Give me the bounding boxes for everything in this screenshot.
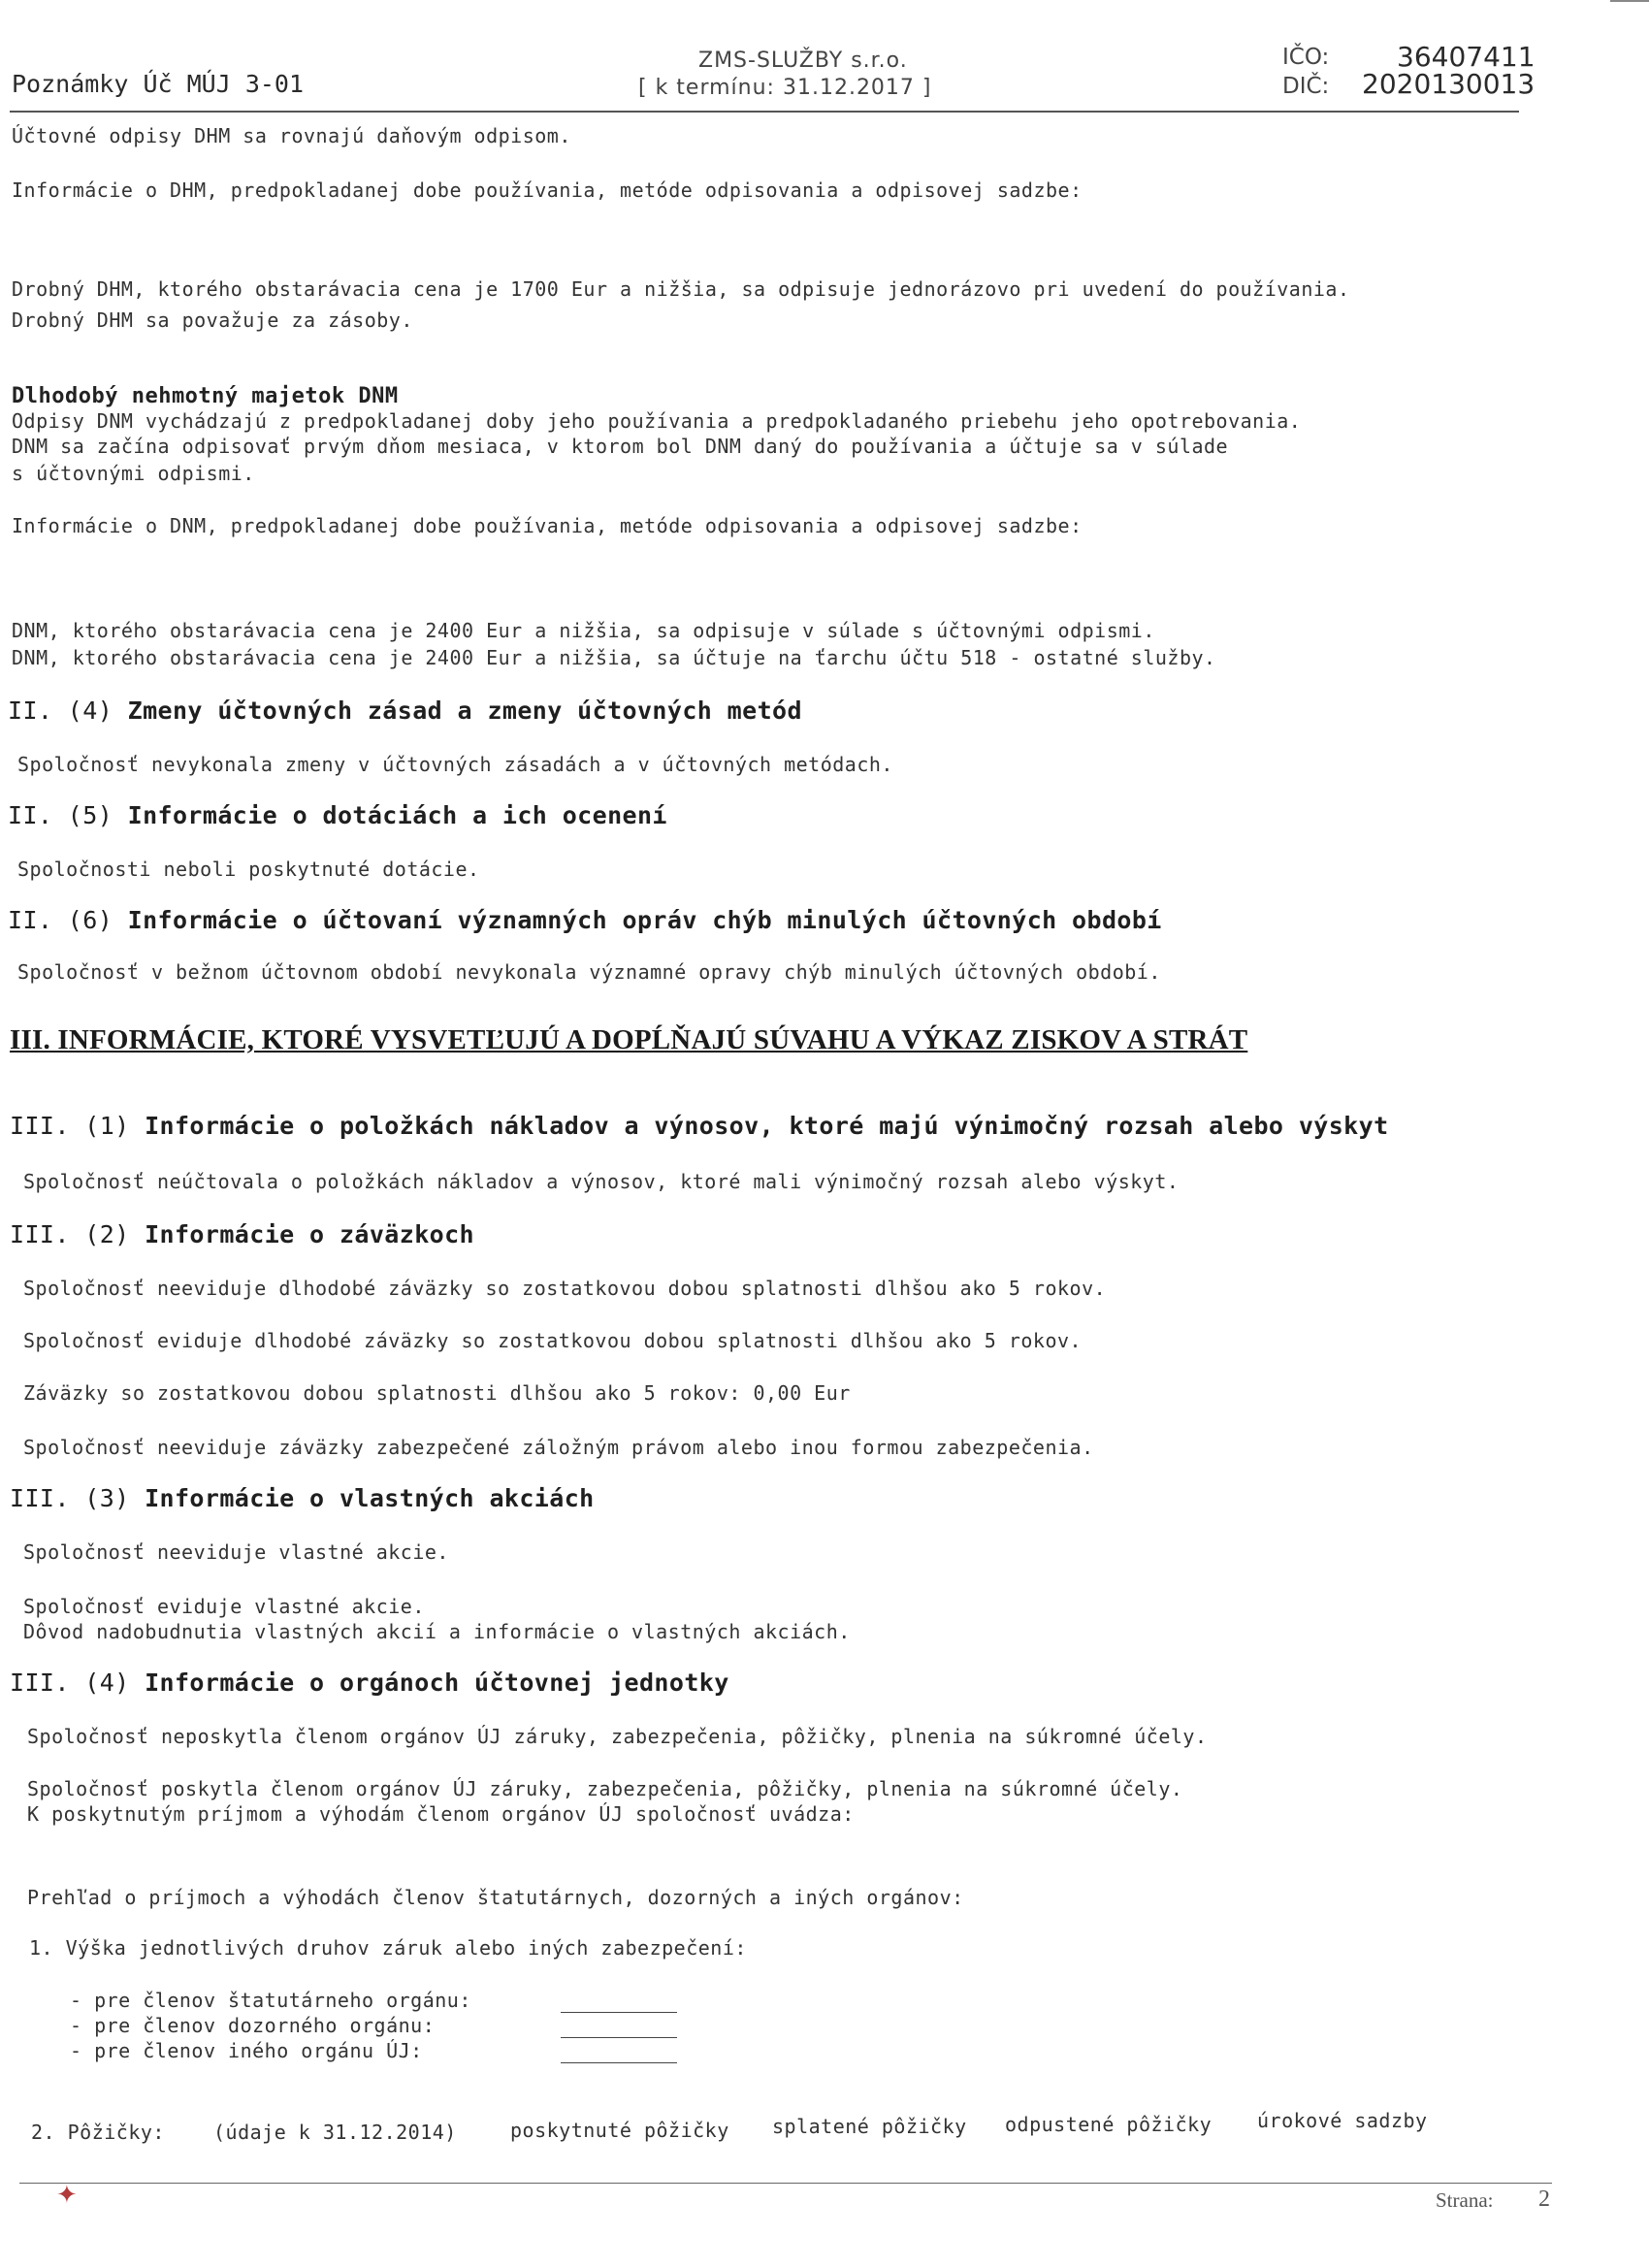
section-heading — [10, 1220, 474, 1248]
header-rule — [10, 111, 1519, 113]
footer-rule — [19, 2183, 1552, 2184]
blank-line — [561, 2012, 677, 2013]
text-line: Drobný DHM, ktorého obstarávacia cena je 1700 Eur a nižšia, sa odpisuje jednorázovo pri uvedení do používania. — [12, 277, 1350, 301]
text-line: Odpisy DNM vychádzajú z predpokladanej doby jeho používania a predpokladaného priebehu jeho opotrebovania. — [12, 409, 1302, 433]
section-heading — [10, 1669, 729, 1697]
section-number: III. (2) — [10, 1220, 130, 1248]
section-heading — [8, 801, 667, 829]
text-line: Spoločnosť neeviduje záväzky zabezpečené záložným právom alebo inou formou zabezpečenia. — [23, 1436, 1094, 1459]
section-number: II. (4) — [8, 697, 113, 725]
part-three-heading: III. INFORMÁCIE, KTORÉ VYSVETĽUJÚ A DOPĹŇAJÚ SÚVAHU A VÝKAZ ZISKOV A STRÁT — [10, 1024, 1248, 1055]
section-title: Informácie o záväzkoch — [145, 1220, 475, 1248]
text-line: K poskytnutým príjmom a výhodám členom orgánov ÚJ spoločnosť uvádza: — [27, 1802, 855, 1826]
list-item: - pre členov iného orgánu ÚJ: — [70, 2039, 423, 2062]
section-title: Zmeny účtovných zásad a zmeny účtovných metód — [127, 697, 802, 725]
column-header: odpustené pôžičky — [1005, 2113, 1212, 2136]
ico-label: IČO: — [1282, 45, 1330, 70]
text-line: Spoločnosť eviduje dlhodobé záväzky so zostatkovou dobou splatnosti dlhšou ako 5 rokov. — [23, 1329, 1083, 1352]
dic-label: DIČ: — [1282, 74, 1330, 99]
text-line: DNM, ktorého obstarávacia cena je 2400 Eur a nižšia, sa účtuje na ťarchu účtu 518 - ostatné služby. — [12, 646, 1216, 669]
text-line: Spoločnosť neeviduje vlastné akcie. — [23, 1540, 449, 1564]
dic-value: 2020130013 — [1362, 68, 1536, 100]
document-title: Poznámky Úč MÚJ 3-01 — [12, 70, 305, 98]
blank-line — [561, 2037, 677, 2038]
section-title: Informácie o účtovaní významných opráv chýb minulých účtovných období — [127, 906, 1162, 934]
text-line: Spoločnosť v bežnom účtovnom období nevykonala významné opravy chýb minulých účtovných období. — [17, 960, 1161, 984]
text-line: Spoločnosti neboli poskytnuté dotácie. — [17, 858, 480, 881]
text-line: Záväzky so zostatkovou dobou splatnosti dlhšou ako 5 rokov: 0,00 Eur — [23, 1381, 851, 1405]
column-header: úrokové sadzby — [1257, 2109, 1428, 2132]
section-number: III. (4) — [10, 1669, 130, 1697]
ico-value: 36407411 — [1397, 41, 1536, 73]
text-line: Prehľad o príjmoch a výhodách členov štatutárnych, dozorných a iných orgánov: — [27, 1886, 964, 1909]
list-item: - pre členov štatutárneho orgánu: — [70, 1989, 471, 2012]
text-line: Spoločnosť neúčtovala o položkách nákladov a výnosov, ktoré mali výnimočný rozsah alebo výskyt. — [23, 1170, 1180, 1193]
section-number: II. (6) — [8, 906, 113, 934]
text-line: Spoločnosť nevykonala zmeny v účtovných zásadách a v účtovných metódach. — [17, 753, 893, 776]
section-title: Informácie o položkách nákladov a výnosov, ktoré majú výnimočný rozsah alebo výskyt — [145, 1112, 1389, 1140]
text-line: Spoločnosť neeviduje dlhodobé záväzky so zostatkovou dobou splatnosti dlhšou ako 5 rokov. — [23, 1277, 1107, 1300]
section-heading — [10, 1484, 595, 1512]
list-item: 1. Výška jednotlivých druhov záruk alebo iných zabezpečení: — [29, 1936, 747, 1960]
corner-mark-icon: ✦ — [56, 2181, 78, 2210]
text-line: s účtovnými odpismi. — [12, 462, 255, 485]
section-number: III. (1) — [10, 1112, 130, 1140]
date-line: [ k termínu: 31.12.2017 ] — [638, 76, 932, 100]
edge-mark — [1610, 0, 1649, 2]
text-line: Drobný DHM sa považuje za zásoby. — [12, 308, 413, 332]
text-line: Spoločnosť poskytla členom orgánov ÚJ záruky, zabezpečenia, pôžičky, plnenia na súkromné účely. — [27, 1777, 1183, 1800]
text-line: Informácie o DHM, predpokladanej dobe používania, metóde odpisovania a odpisovej sadzbe: — [12, 178, 1083, 202]
blank-line — [561, 2062, 677, 2063]
text-line: Informácie o DNM, predpokladanej dobe používania, metóde odpisovania a odpisovej sadzbe: — [12, 514, 1083, 537]
text-line: DNM sa začína odpisovať prvým dňom mesiaca, v ktorom bol DNM daný do používania a účtuje sa v súlade — [12, 435, 1229, 458]
column-header: splatené pôžičky — [772, 2115, 967, 2138]
loans-date: (údaje k 31.12.2014) — [213, 2121, 457, 2144]
text-line: Spoločnosť eviduje vlastné akcie. — [23, 1595, 425, 1618]
section-number: III. (3) — [10, 1484, 130, 1512]
text-line: Spoločnosť neposkytla členom orgánov ÚJ záruky, zabezpečenia, pôžičky, plnenia na súkromné účely. — [27, 1725, 1208, 1748]
section-number: II. (5) — [8, 801, 113, 829]
text-line: Dôvod nadobudnutia vlastných akcií a informácie o vlastných akciách. — [23, 1620, 851, 1643]
section-title: Informácie o orgánoch účtovnej jednotky — [145, 1669, 729, 1697]
dnm-heading: Dlhodobý nehmotný majetok DNM — [12, 384, 399, 408]
section-title: Informácie o dotáciách a ich ocenení — [127, 801, 667, 829]
list-item: - pre členov dozorného orgánu: — [70, 2014, 436, 2037]
company-name: ZMS-SLUŽBY s.r.o. — [698, 49, 908, 73]
column-header: poskytnuté pôžičky — [510, 2119, 729, 2142]
section-heading — [10, 1112, 1389, 1140]
text-line: DNM, ktorého obstarávacia cena je 2400 Eur a nižšia, sa odpisuje v súlade s účtovnými odpismi. — [12, 619, 1155, 642]
page-number: 2 — [1538, 2187, 1550, 2212]
section-heading — [8, 697, 802, 725]
page-label: Strana: — [1436, 2188, 1494, 2212]
text-line: Účtovné odpisy DHM sa rovnajú daňovým odpisom. — [12, 124, 571, 147]
list-item: 2. Pôžičky: — [31, 2121, 165, 2144]
section-title: Informácie o vlastných akciách — [145, 1484, 595, 1512]
section-heading — [8, 906, 1162, 934]
